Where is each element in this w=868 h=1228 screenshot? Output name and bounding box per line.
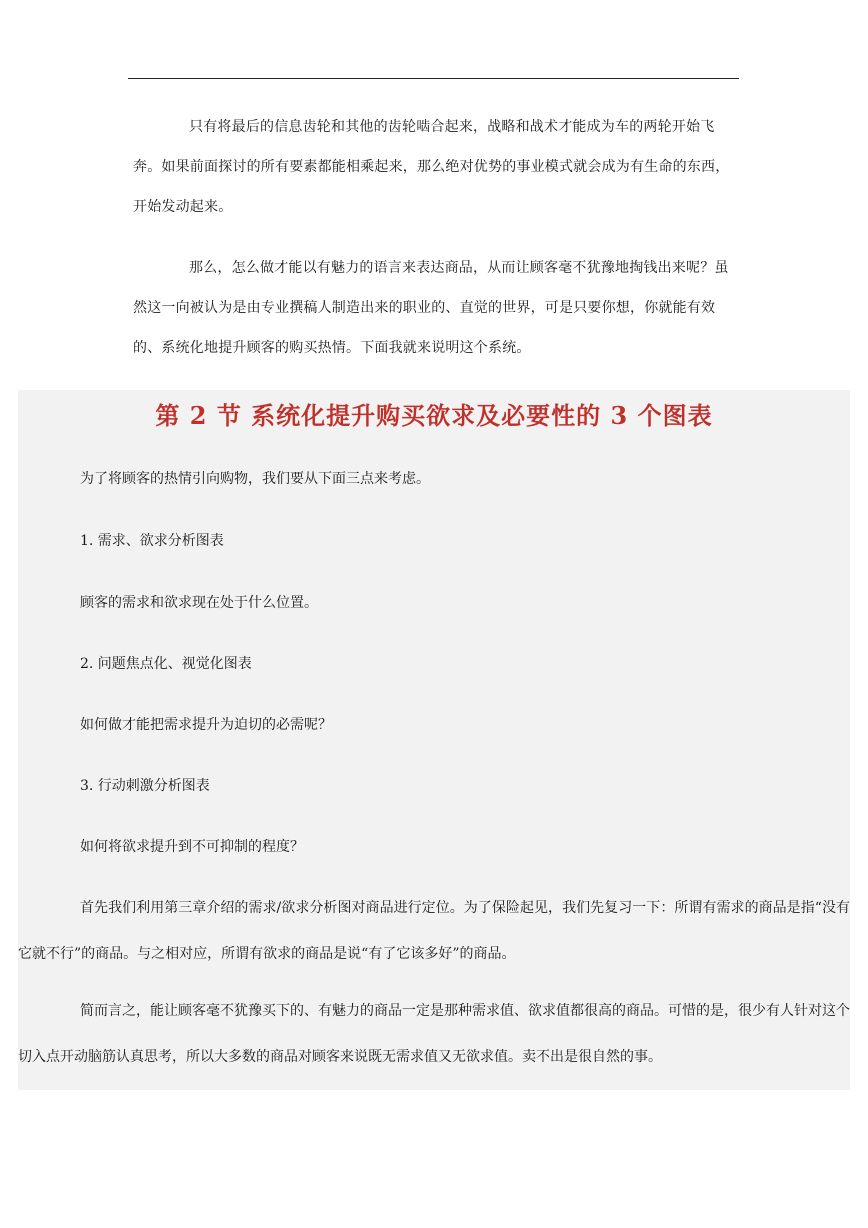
item-2-heading: 2. 问题焦点化、视觉化图表: [80, 656, 252, 672]
item-1-heading: 1. 需求、欲求分析图表: [80, 533, 224, 549]
item-2-description: 如何做才能把需求提升为迫切的必需呢？: [80, 717, 332, 733]
section-lead: 为了将顾客的热情引向购物，我们要从下面三点来考虑。: [80, 471, 430, 487]
item-3-description: 如何将欲求提升到不可抑制的程度？: [80, 839, 304, 855]
header-rule: [128, 78, 739, 79]
item-1-description: 顾客的需求和欲求现在处于什么位置。: [80, 595, 318, 611]
section-paragraph-1: 首先我们利用第三章介绍的需求/欲求分析图对商品进行定位。为了保险起见，我们先复习一下：所谓有需求的商品是指“没有它就不行”的商品。与之相对应，所谓有欲求的商品是说“有了它该多好”的商品。: [18, 900, 850, 962]
section-paragraph-2: 简而言之，能让顾客毫不犹豫买下的、有魅力的商品一定是那种需求值、欲求值都很高的商品。可惜的是，很少有人针对这个切入点开动脑筋认真思考，所以大多数的商品对顾客来说既无需求值又无欲求值。卖不出是很自然的事。: [18, 1003, 850, 1065]
item-3-heading: 3. 行动刺激分析图表: [80, 778, 210, 794]
intro-paragraph-2: 那么，怎么做才能以有魅力的语言来表达商品，从而让顾客毫不犹豫地掏钱出来呢？虽然这一向被认为是由专业撰稿人制造出来的职业的、直觉的世界，可是只要你想，你就能有效的、系统化地提升顾客的购买热情。下面我就来说明这个系统。: [133, 260, 729, 356]
intro-paragraph-1: 只有将最后的信息齿轮和其他的齿轮啮合起来，战略和战术才能成为车的两轮开始飞奔。如果前面探讨的所有要素都能相乘起来，那么绝对优势的事业模式就会成为有生命的东西，开始发动起来。: [133, 119, 730, 215]
section-title: 第 2 节 系统化提升购买欲求及必要性的 3 个图表: [155, 401, 713, 430]
section-background: [18, 390, 850, 1090]
